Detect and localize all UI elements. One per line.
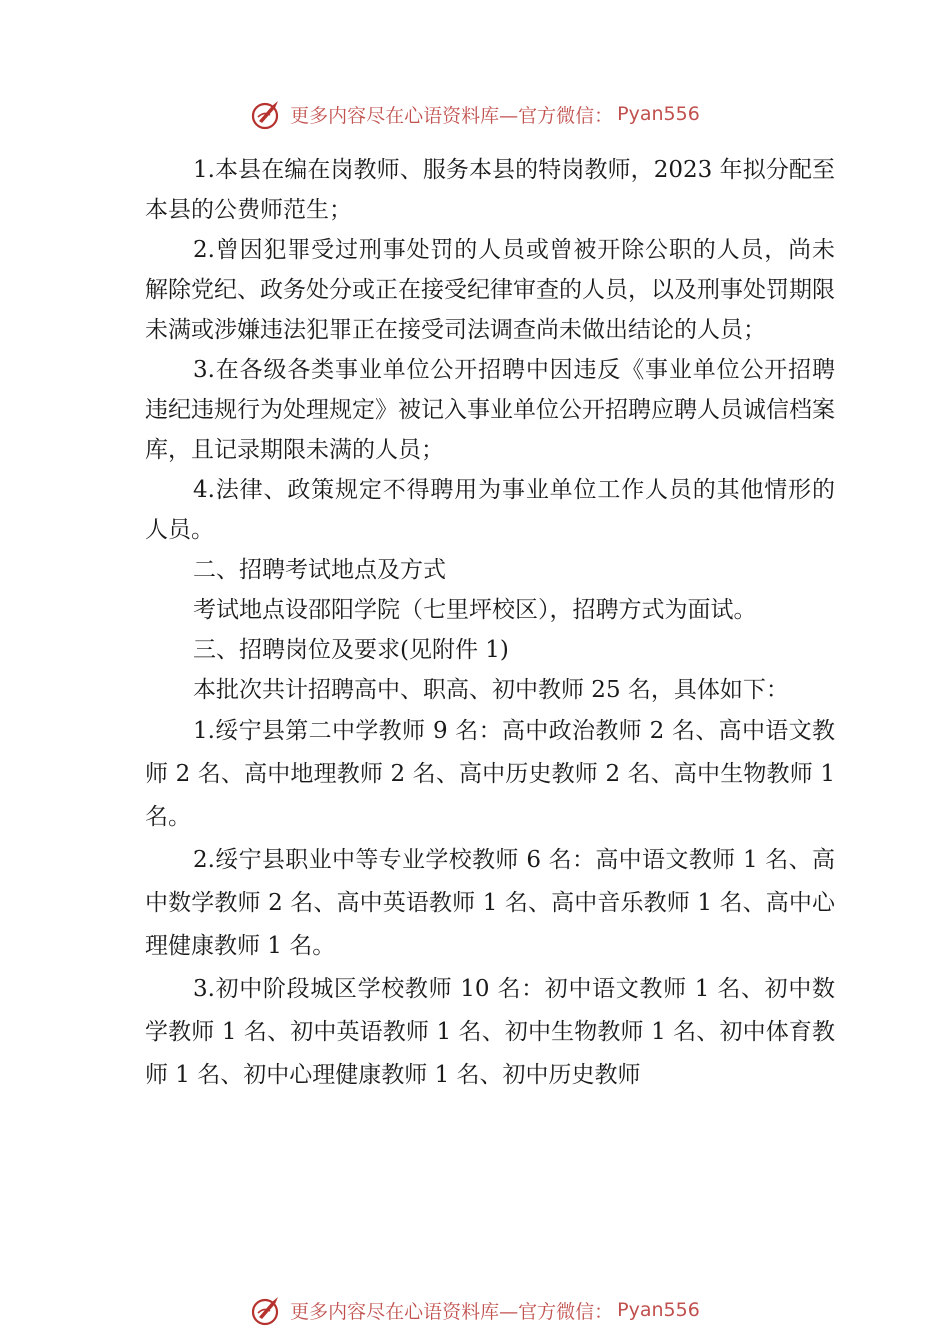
clause-2: 2.曾因犯罪受过刑事处罚的人员或曾被开除公职的人员，尚未解除党纪、政务处分或正在接受纪律审查的人员，以及刑事处罚期限未满或涉嫌违法犯罪正在接受司法调查尚未做出结论的人员； (145, 237, 835, 343)
clause-4: 4.法律、政策规定不得聘用为事业单位工作人员的其他情形的人员。 (145, 477, 835, 543)
header-watermark (0, 94, 950, 134)
watermark-handle: Pyan556 (617, 103, 700, 125)
positions-summary: 本批次共计招聘高中、职高、初中教师 25 名，具体如下： (193, 677, 789, 703)
positions-item-2: 2.绥宁县职业中等专业学校教师 6 名：高中语文教师 1 名、高中数学教师 2 名、高中英语教师 1 名、高中音乐教师 1 名、高中心理健康教师 1 名。 (145, 847, 835, 959)
quill-seal-icon (250, 97, 284, 131)
positions-item-1: 1.绥宁县第二中学教师 9 名：高中政治教师 2 名、高中语文教师 2 名、高中地理教师 2 名、高中历史教师 2 名、高中生物教师 1 名。 (145, 718, 835, 830)
exam-location-text: 考试地点设邵阳学院（七里坪校区），招聘方式为面试。 (193, 597, 757, 623)
section-heading-exam-location: 二、招聘考试地点及方式 (193, 557, 446, 583)
watermark-text: 更多内容尽在心语资料库—官方微信： (290, 1300, 614, 1323)
footer-watermark (0, 1290, 950, 1330)
positions-item-3: 3.初中阶段城区学校教师 10 名：初中语文教师 1 名、初中数学教师 1 名、初中英语教师 1 名、初中生物教师 1 名、初中体育教师 1 名、初中心理健康教师 1 名、初中历史教师 (145, 976, 835, 1088)
watermark-text: 更多内容尽在心语资料库—官方微信： (290, 104, 614, 127)
quill-seal-icon (250, 1293, 284, 1327)
document-body (145, 150, 835, 1097)
clause-1: 1.本县在编在岗教师、服务本县的特岗教师，2023 年拟分配至本县的公费师范生； (145, 157, 835, 223)
watermark-handle: Pyan556 (617, 1299, 700, 1321)
section-heading-positions: 三、招聘岗位及要求(见附件 1) (193, 637, 509, 663)
clause-3: 3.在各级各类事业单位公开招聘中因违反《事业单位公开招聘违纪违规行为处理规定》被记入事业单位公开招聘应聘人员诚信档案库，且记录期限未满的人员； (145, 357, 835, 463)
